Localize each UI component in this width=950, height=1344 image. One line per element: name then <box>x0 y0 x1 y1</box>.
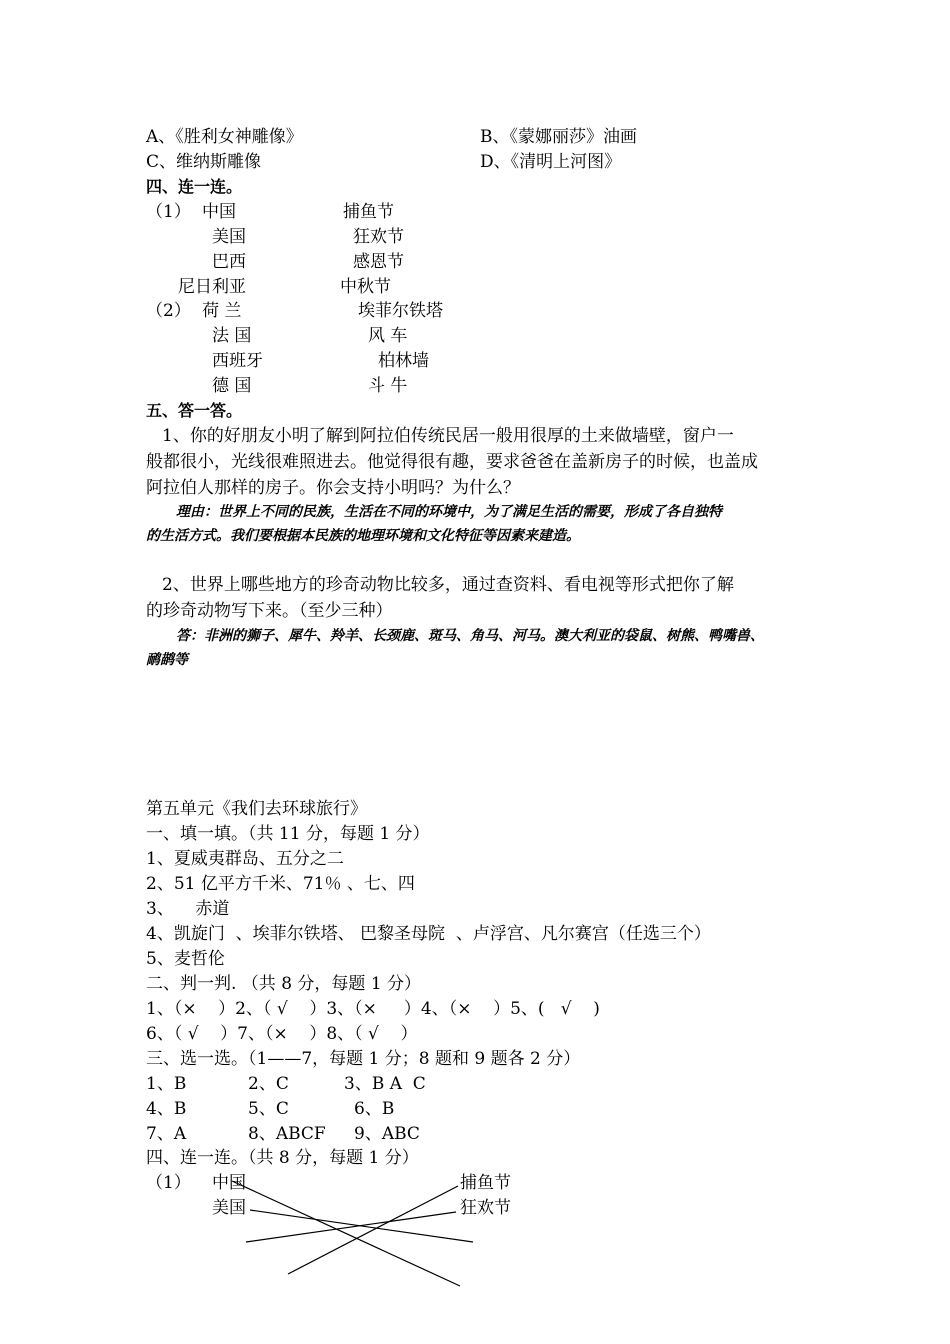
option-d: D、《清明上河图》 <box>480 152 622 172</box>
group2-left-item: 德 国 <box>212 376 252 396</box>
choose-answer: 5、C <box>248 1099 289 1119</box>
match-label: （1） <box>146 1173 191 1193</box>
group1-left-item: 尼日利亚 <box>178 277 246 297</box>
q1-answer-line: 理由：世界上不同的民族，生活在不同的环境中，为了满足生活的需要，形成了各自独特 <box>176 504 722 520</box>
group1-right-item: 狂欢节 <box>353 227 404 247</box>
choose-answer: 1、B <box>146 1074 187 1094</box>
choose-answer: 7、A <box>146 1124 187 1144</box>
judge-heading: 二、判一判. （共 8 分，每题 1 分） <box>146 974 422 994</box>
q1-line: 1、你的好朋友小明了解到阿拉伯传统民居一般用很厚的土来做墙壁，窗户一 <box>162 426 734 446</box>
choose-answer: 2、C <box>248 1074 289 1094</box>
group2-left-item: 西班牙 <box>212 351 263 371</box>
section4-heading: 四、连一连。 <box>146 177 243 196</box>
judge-row: 1、（× ）2、（ √ ）3、（× ）4、（× ）5、( √ ) <box>146 999 600 1019</box>
group1-label: （1） <box>146 202 191 222</box>
match-line <box>232 1181 460 1286</box>
choose-answer: 6、B <box>354 1099 395 1119</box>
fill-item: 4、凯旋门 、埃菲尔铁塔、 巴黎圣母院 、卢浮宫、凡尔赛宫（任选三个） <box>146 924 711 944</box>
option-a: A、《胜利女神雕像》 <box>146 127 303 147</box>
group2-label: （2） <box>146 301 191 321</box>
q2-line: 2、世界上哪些地方的珍奇动物比较多，通过查资料、看电视等形式把你了解 <box>162 575 734 595</box>
option-b: B、《蒙娜丽莎》油画 <box>480 127 637 147</box>
fill-item: 1、夏威夷群岛、五分之二 <box>146 849 344 869</box>
fill-heading: 一、填一填。（共 11 分，每题 1 分） <box>146 824 430 844</box>
group1-right-item: 感恩节 <box>353 252 404 272</box>
match-left-item: 美国 <box>212 1198 246 1218</box>
group2-right-item: 柏林墙 <box>378 351 429 371</box>
group2-right-item: 风 车 <box>368 326 408 346</box>
choose-answer: 3、B A C <box>344 1074 426 1094</box>
q2-line: 的珍奇动物写下来。（至少三种） <box>146 601 393 621</box>
group1-left-item: 美国 <box>212 227 246 247</box>
choose-answer: 8、ABCF <box>248 1124 326 1144</box>
group1-left-item: 中国 <box>202 202 236 222</box>
group1-right-item: 捕鱼节 <box>343 202 394 222</box>
option-c: C、维纳斯雕像 <box>146 152 262 172</box>
section5-heading: 五、答一答。 <box>146 401 243 420</box>
fill-item: 2、51 亿平方千米、71％ 、七、四 <box>146 874 415 894</box>
match-right-item: 狂欢节 <box>460 1198 511 1218</box>
group1-right-item: 中秋节 <box>340 277 391 297</box>
match-right-item: 捕鱼节 <box>460 1173 511 1193</box>
choose-answer: 4、B <box>146 1099 187 1119</box>
match-line <box>246 1212 456 1242</box>
match-heading: 四、连一连。（共 8 分，每题 1 分） <box>146 1148 419 1168</box>
group2-left-item: 荷 兰 <box>202 301 242 321</box>
group2-left-item: 法 国 <box>212 326 252 346</box>
choose-answer: 9、ABC <box>354 1124 420 1144</box>
match-left-item: 中国 <box>212 1173 246 1193</box>
group1-left-item: 巴西 <box>212 252 246 272</box>
q1-answer-line: 的生活方式。我们要根据本民族的地理环境和文化特征等因素来建造。 <box>146 528 580 544</box>
unit5-title: 第五单元《我们去环球旅行》 <box>146 799 367 819</box>
judge-row: 6、（ √ ）7、（× ）8、（ √ ） <box>146 1024 418 1044</box>
q2-answer-line: 鸸鹋等 <box>146 652 188 668</box>
q1-line: 般都很小，光线很难照进去。他觉得很有趣，要求爸爸在盖新房子的时候，也盖成 <box>146 452 758 472</box>
choose-heading: 三、选一选。（1——7，每题 1 分；8 题和 9 题各 2 分） <box>146 1049 581 1069</box>
match-line <box>288 1186 458 1274</box>
fill-item: 3、 赤道 <box>146 899 230 919</box>
group2-right-item: 斗 牛 <box>368 376 408 396</box>
group2-right-item: 埃菲尔铁塔 <box>358 301 443 321</box>
q1-line: 阿拉伯人那样的房子。你会支持小明吗？为什么？ <box>146 478 520 498</box>
q2-answer-line: 答：非洲的狮子、犀牛、羚羊、长颈鹿、斑马、角马、河马。澳大利亚的袋鼠、树熊、鸭嘴兽、 <box>176 628 764 644</box>
fill-item: 5、麦哲伦 <box>146 949 225 969</box>
